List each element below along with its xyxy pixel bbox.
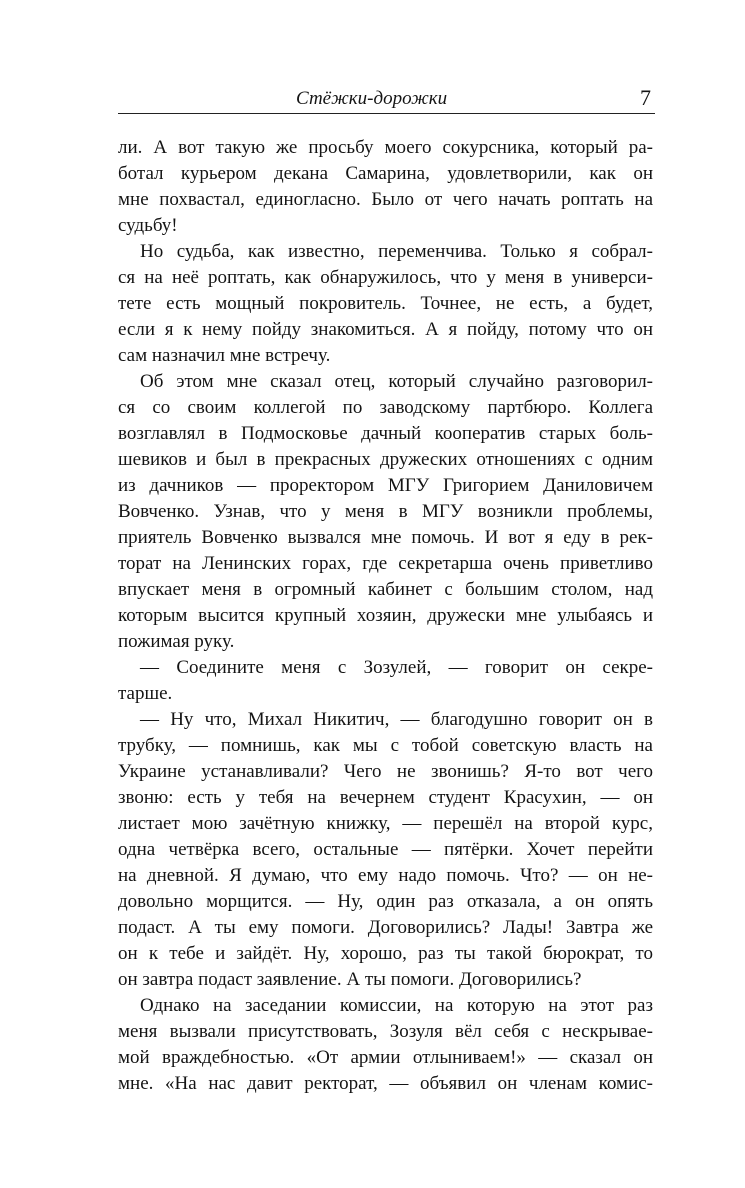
text-line: меня вызвали присутствовать, Зозуля вёл себя с нескрывае-: [118, 1021, 653, 1042]
text-line: пожимая руку.: [118, 631, 235, 652]
text-line: — Соедините меня с Зозулей, — говорит он секре-: [140, 657, 653, 678]
text-line: ся со своим коллегой по заводскому партбюро. Коллега: [118, 397, 653, 418]
running-title: Стёжки-дорожки: [296, 88, 448, 109]
text-line: он к тебе и зайдёт. Ну, хорошо, раз ты такой бюрократ, то: [118, 943, 653, 964]
text-line: Вовченко. Узнав, что у меня в МГУ возникли проблемы,: [118, 501, 653, 522]
paragraph: [118, 707, 653, 993]
body-text: [118, 135, 653, 1097]
text-line: которым высится крупный хозяин, дружески мне улыбаясь и: [118, 605, 653, 626]
paragraph: [118, 135, 653, 239]
text-line: ся на неё роптать, как обнаружилось, что у меня в универси-: [118, 267, 653, 288]
paragraph: [118, 655, 653, 707]
text-line: довольно морщится. — Ну, один раз отказала, а он опять: [118, 891, 653, 912]
text-line: судьбу!: [118, 215, 178, 236]
text-line: тете есть мощный покровитель. Точнее, не есть, а будет,: [118, 293, 653, 314]
text-line: Украине устанавливали? Чего не звонишь? Я-то вот чего: [118, 761, 653, 782]
text-line: приятель Вовченко вызвался мне помочь. И вот я еду в рек-: [118, 527, 653, 548]
text-line: если я к нему пойду знакомиться. А я пойду, потому что он: [118, 319, 653, 340]
text-line: Но судьба, как известно, переменчива. Только я собрал-: [140, 241, 653, 262]
paragraph: [118, 239, 653, 369]
text-line: одна четвёрка всего, остальные — пятёрки. Хочет перейти: [118, 839, 653, 860]
text-line: Об этом мне сказал отец, который случайно разговорил-: [140, 371, 653, 392]
text-line: торат на Ленинских горах, где секретарша очень приветливо: [118, 553, 653, 574]
page-number: 7: [640, 85, 651, 110]
text-line: шевиков и был в прекрасных дружеских отношениях с одним: [118, 449, 653, 470]
text-line: трубку, — помнишь, как мы с тобой советскую власть на: [118, 735, 653, 756]
paragraph: [118, 369, 653, 655]
text-line: ботал курьером декана Самарина, удовлетворили, как он: [118, 163, 653, 184]
text-line: звоню: есть у тебя на вечернем студент Красухин, — он: [118, 787, 653, 808]
text-line: — Ну что, Михал Никитич, — благодушно говорит он в: [140, 709, 653, 730]
paragraph: [118, 993, 653, 1097]
text-line: Однако на заседании комиссии, на которую на этот раз: [140, 995, 653, 1016]
text-line: тарше.: [118, 683, 173, 704]
text-line: подаст. А ты ему помоги. Договорились? Лады! Завтра же: [118, 917, 653, 938]
text-line: на дневной. Я думаю, что ему надо помочь. Что? — он не-: [118, 865, 653, 886]
text-line: из дачников — проректором МГУ Григорием Даниловичем: [118, 475, 653, 496]
text-line: он завтра подаст заявление. А ты помоги. Договорились?: [118, 969, 582, 990]
text-line: мне. «На нас давит ректорат, — объявил он членам комис-: [118, 1073, 653, 1094]
text-line: мой враждебностью. «От армии отлыниваем!» — сказал он: [118, 1047, 653, 1068]
text-line: сам назначил мне встречу.: [118, 345, 331, 366]
header-rule: [118, 113, 655, 114]
text-line: листает мою зачётную книжку, — перешёл на второй курс,: [118, 813, 653, 834]
text-line: впускает меня в огромный кабинет с большим столом, над: [118, 579, 653, 600]
text-line: ли. А вот такую же просьбу моего сокурсника, который ра-: [118, 137, 653, 158]
text-line: возглавлял в Подмосковье дачный кооператив старых боль-: [118, 423, 653, 444]
text-line: мне похвастал, единогласно. Было от чего начать роптать на: [118, 189, 653, 210]
